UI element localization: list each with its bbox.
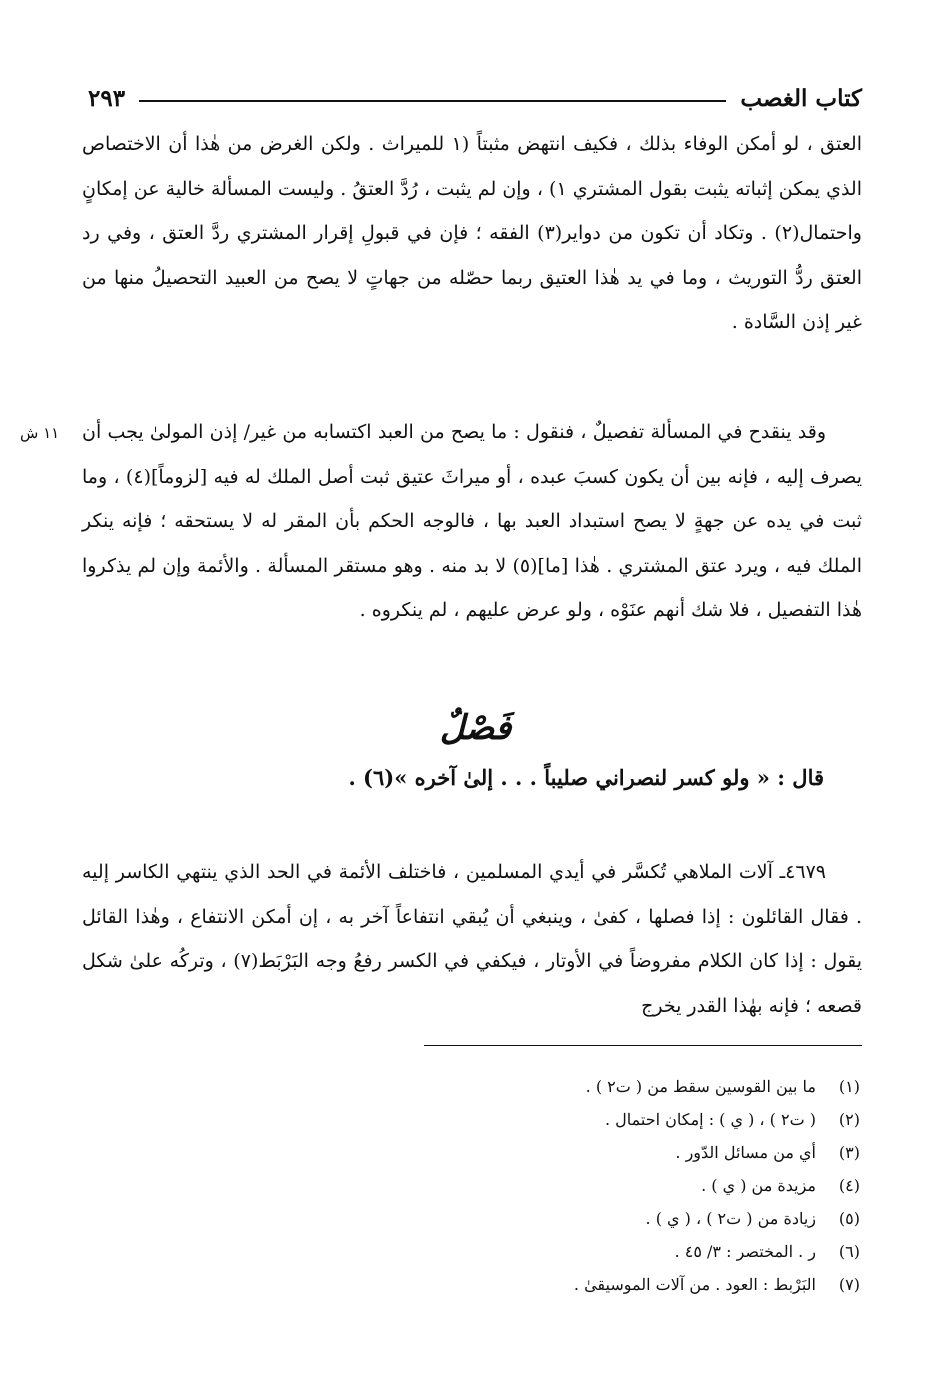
footnote-item — [300, 1169, 860, 1202]
book-title: كتاب الغصب — [740, 84, 862, 112]
paragraph-1: العتق ، لو أمكن الوفاء بذلك ، فكيف انتهض مثبتاً (١ للميراث . ولكن الغرض من هٰذا أن الاختصاص الذي يمكن إثباته يثبت بقول المشتري ١) ، وإن لم يثبت ، رُدَّ العتقُ . وليست المسألة خالية عن إمكانٍ واحتمال(٢) . وتكاد أن تكون من دواير(٣) الفقه ؛ فإن في قبولِ إقرار المشتري ردَّ العتق ، وفي رد العتق ردُّ التوريث ، وما في يد هٰذا العتيق ربما حصّله من جهاتٍ لا يصح من العبيد التحصيلُ منها من غير إذن السَّادة . — [82, 133, 862, 333]
paragraph-2: وقد ينقدح في المسألة تفصيلٌ ، فنقول : ما يصح من العبد اكتسابه من غير/ إذن المولىٰ يجب أن يصرف إليه ، فإنه بين أن يكون كسبَ عبده ، أو ميراثَ عتيق ثبت أصل الملك له فيه [لزوماً](٤) ، وما ثبت في يده عن جهةٍ لا يصح استبداد العبد بها ، فالوجه الحكم بأن المقر له لا يستحقه ؛ فإنه ينكر الملك فيه ، ويرد عتق المشتري . هٰذا [ما](٥) لا بد منه . وهو مستقر المسألة . والأئمة وإن لم يذكروا هٰذا التفصيل ، فلا شك أنهم عنَوْه ، ولو عرض عليهم ، لم ينكروه . — [82, 421, 862, 621]
footnote-text: البَرْبط : العود . من آلات الموسيقىٰ . — [573, 1275, 816, 1294]
footnote-number: (١) — [838, 1077, 860, 1096]
footnote-number: (٦) — [838, 1242, 860, 1261]
footnote-number: (٧) — [838, 1275, 860, 1294]
footnote-item — [300, 1136, 860, 1169]
footnote-item — [300, 1070, 860, 1103]
footnote-number: (٥) — [838, 1209, 860, 1228]
footnote-item — [300, 1202, 860, 1235]
paragraph-3: ٤٦٧٩ـ آلات الملاهي تُكسَّر في أيدي المسلمين ، فاختلف الأئمة في الحد الذي ينتهي الكاسر إليه . فقال القائلون : إذا فصلها ، كفىٰ ، وينبغي أن يُبقي انتفاعاً آخر به ، إن أمكن الانتفاع ، وهٰذا القائل يقول : إذا كان الكلام مفروضاً في الأوتار ، فيكفي في الكسر رفعُ وجه البَرْبَط(٧) ، وتركُه علىٰ شكل قصعه ؛ فإنه بهٰذا القدر يخرج — [82, 861, 862, 1017]
footnote-number: (٤) — [838, 1176, 860, 1195]
footnote-text: ( ت٢ ) ، ( ي ) : إمكان احتمال . — [604, 1110, 816, 1129]
margin-note: ١١ ش — [20, 424, 60, 442]
footnote-text: ر . المختصر : ٣/ ٤٥ . — [674, 1242, 816, 1261]
footnote-item — [300, 1268, 860, 1301]
footnote-rule — [424, 1045, 862, 1046]
page-header — [88, 80, 862, 116]
footnote-text: مزيدة من ( ي ) . — [701, 1176, 816, 1195]
footnotes-list — [300, 1070, 860, 1301]
footnote-text: زيادة من ( ت٢ ) ، ( ي ) . — [645, 1209, 816, 1228]
footnote-text: أي من مسائل الدّور . — [675, 1143, 816, 1162]
footnote-text: ما بين القوسين سقط من ( ت٢ ) . — [585, 1077, 816, 1096]
footnote-item — [300, 1235, 860, 1268]
header-rule — [139, 100, 726, 102]
quoted-line: قال : « ولو كسر لنصراني صليباً . . . إلىٰ آخره »(٦) . — [348, 765, 824, 790]
section-heading: فَصْلٌ — [439, 708, 512, 748]
footnote-number: (٣) — [838, 1143, 860, 1162]
page-number: ٢٩٣ — [88, 84, 126, 112]
footnote-number: (٢) — [838, 1110, 860, 1129]
footnote-item — [300, 1103, 860, 1136]
